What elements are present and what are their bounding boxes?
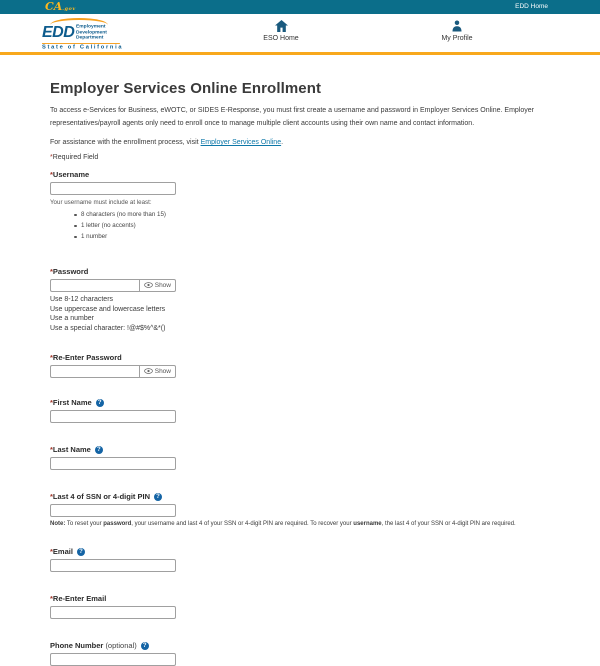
username-rule: 1 number [74,231,550,242]
edd-logo-line: Development [76,29,108,35]
ssn-note-bold: password [103,521,132,528]
required-marker: * [50,398,53,408]
phone-input[interactable] [50,653,176,666]
password-rule: Use uppercase and lowercase letters [50,305,166,313]
help-icon[interactable]: ? [96,399,104,407]
ssn-pin-label [50,492,550,501]
email-input[interactable] [50,559,176,572]
required-marker: * [50,492,53,502]
nav-eso-home[interactable] [241,20,321,42]
assistance-prefix: For assistance with the enrollment process, visit [50,139,201,146]
nav-eso-home-label: ESO Home [263,35,299,42]
required-marker: * [50,170,53,179]
masthead [0,14,600,52]
ca-gov-logo-suffix: .gov [62,6,76,12]
first-name-group [50,398,550,423]
edd-logo-line: Department [76,35,104,41]
username-rule: 1 letter (no accents) [74,220,550,231]
ssn-note-bold: username [353,521,382,528]
nav-my-profile[interactable] [417,20,497,42]
ssn-pin-group [50,492,550,527]
nav-my-profile-label: My Profile [441,35,473,42]
email-label [50,547,550,556]
phone-label [50,641,550,650]
reenter-email-label-text: Re-Enter Email [52,594,107,604]
last-name-group [50,445,550,470]
ssn-note-text: , the last 4 of your SSN or 4-digit PIN are required. [381,521,516,528]
email-label-text: Email [52,547,73,557]
password-label-text: Password [52,267,89,276]
intro-paragraph: To access e-Services for Business, eWOTC, or SIDES E-Response, you must first create a username and password in Employer Services Online. Employer representatives/payroll agents only need to enroll once to manage multiple client accounts using their own name and contact information. [50,107,534,127]
show-label: Show [154,368,171,376]
username-label [50,170,550,179]
eye-icon [144,282,153,290]
username-group [50,170,550,242]
username-input[interactable] [50,182,176,195]
eye-icon [144,368,153,376]
help-icon[interactable]: ? [154,493,162,501]
assistance-line [50,139,550,146]
phone-group [50,641,550,666]
help-icon[interactable]: ? [141,642,149,650]
username-rules-list [74,209,550,242]
reenter-password-label-text: Re-Enter Password [52,353,122,363]
edd-logo-tagline: State of California [42,43,120,54]
required-marker: * [50,154,53,161]
last-name-label-text: Last Name [52,445,91,455]
last-name-label [50,445,550,454]
last-name-input[interactable] [50,457,176,470]
help-icon[interactable]: ? [77,548,85,556]
ssn-note-text: , your username and last 4 of your SSN or 4-digit PIN are required. To recover your [131,521,354,528]
required-marker: * [50,594,53,604]
password-label [50,267,550,276]
reenter-password-show-button[interactable] [139,365,176,378]
reenter-email-input[interactable] [50,606,176,619]
ca-gov-logo-text: CA [45,0,63,13]
first-name-input[interactable] [50,410,176,423]
reenter-password-group [50,353,550,378]
edd-home-link[interactable]: EDD Home [515,3,548,10]
help-icon[interactable]: ? [95,446,103,454]
password-group [50,267,550,333]
phone-optional-text: (optional) [105,641,137,651]
username-hint-title: Your username must include at least: [50,199,152,206]
ssn-pin-input[interactable] [50,504,176,517]
password-rule: Use 8-12 characters [50,296,114,303]
show-label: Show [154,282,171,289]
edd-logo-lines [76,25,114,42]
username-label-text: Username [52,170,90,179]
password-rules [50,295,550,333]
edd-logo[interactable] [42,18,124,54]
edd-logo-acronym: EDD [42,24,75,41]
reenter-email-label [50,594,550,603]
password-rule: Use a special character: !@#$%^&*() [50,324,166,332]
page-title: Employer Services Online Enrollment [50,80,322,97]
phone-label-text: Phone Number [50,641,104,651]
password-show-button[interactable] [139,279,176,292]
first-name-label-text: First Name [52,398,92,408]
first-name-label [50,398,550,407]
home-icon [275,20,288,32]
required-field-note [50,154,550,161]
password-input[interactable] [50,279,139,292]
required-marker: * [50,353,53,363]
person-icon [451,20,463,32]
assistance-suffix: . [281,139,284,146]
required-field-text: Required Field [52,154,99,161]
reenter-password-label [50,353,550,362]
password-rule: Use a number [50,315,94,323]
username-rule: 8 characters (no more than 15) [74,209,550,220]
ssn-pin-label-text: Last 4 of SSN or 4-digit PIN [52,492,151,502]
email-group [50,547,550,572]
reenter-email-group [50,594,550,619]
required-marker: * [50,445,53,455]
main-content [0,55,600,666]
required-marker: * [50,267,53,276]
required-marker: * [50,547,53,557]
edd-logo-line: Employment [76,24,106,30]
ssn-note-prefix: Note: [50,521,66,528]
utility-bar [0,0,600,14]
ssn-note-text: To reset your [65,521,104,528]
ssn-note [50,521,550,527]
employer-services-online-link[interactable]: Employer Services Online [200,139,282,146]
reenter-password-input[interactable] [50,365,139,378]
